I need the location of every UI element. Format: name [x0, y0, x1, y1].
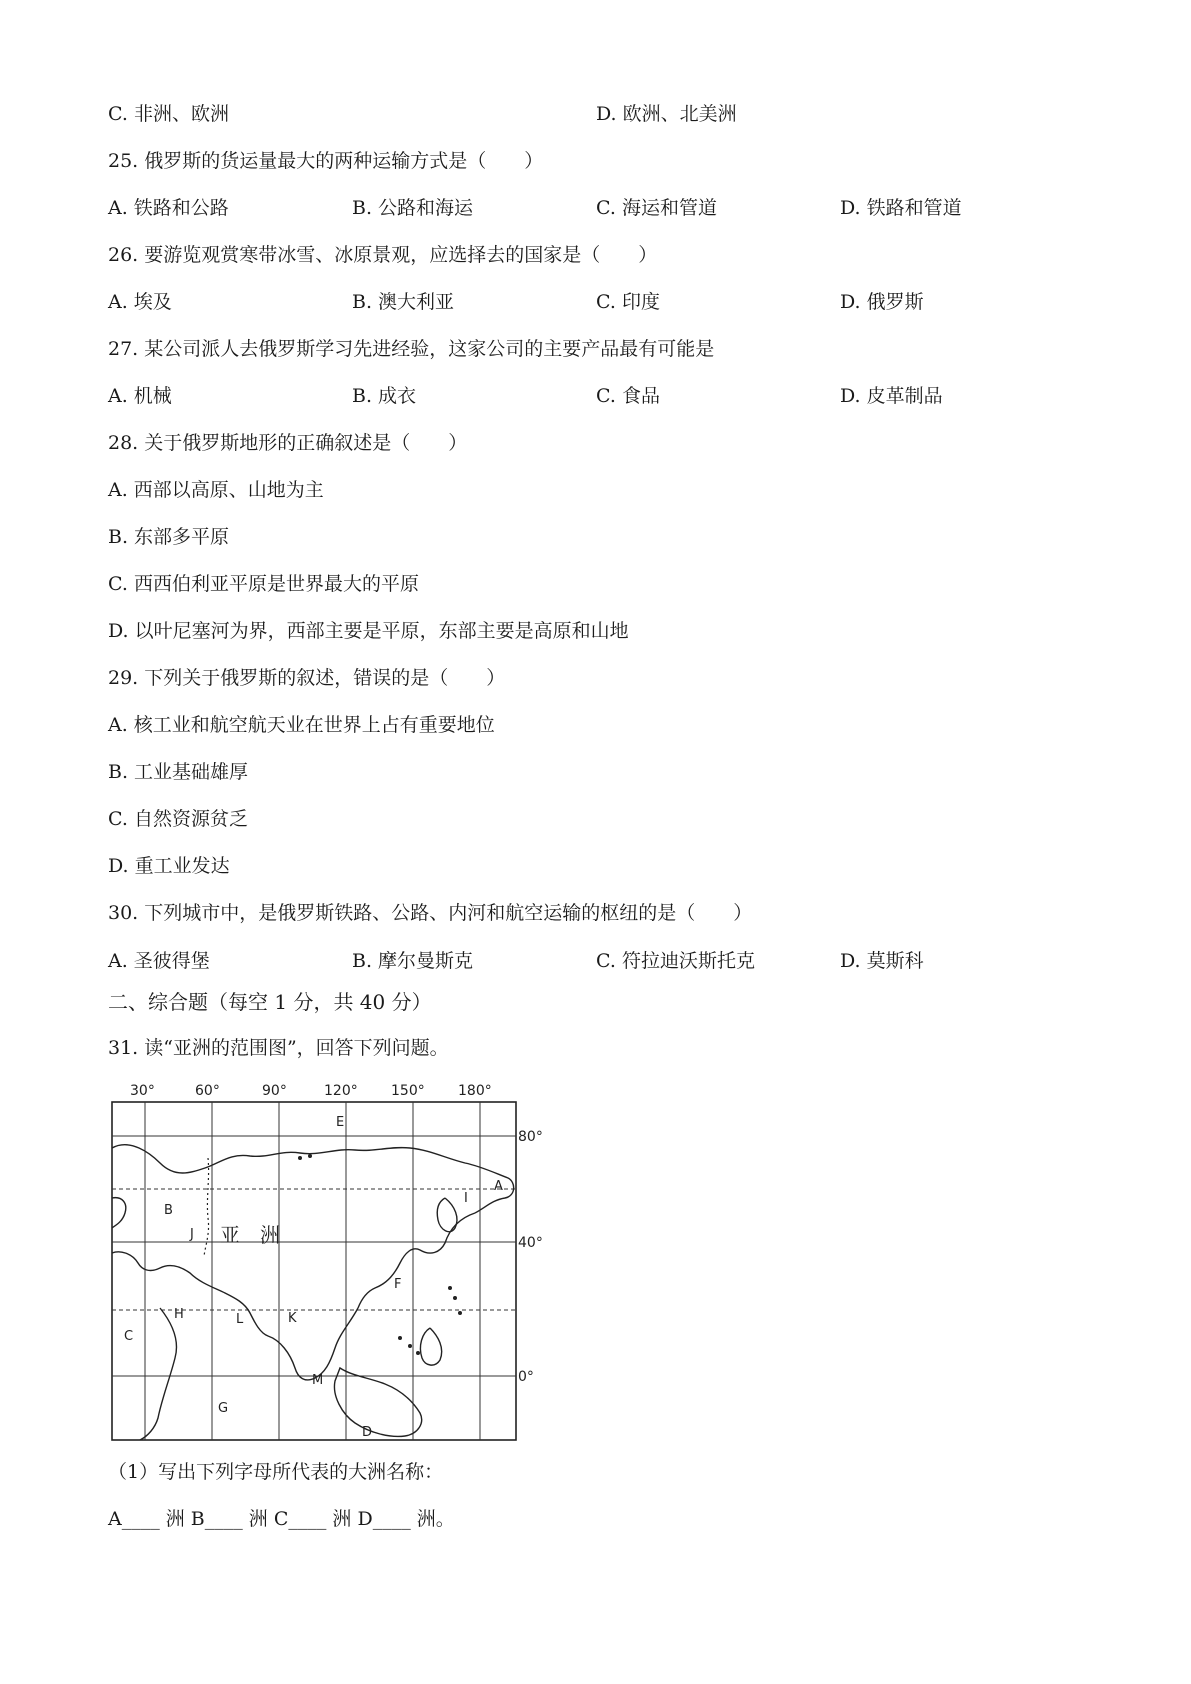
q27-stem: 27. 某公司派人去俄罗斯学习先进经验，这家公司的主要产品最有可能是 — [108, 338, 715, 360]
q25-option-b: B. 公路和海运 — [352, 197, 474, 219]
q27-option-c: C. 食品 — [596, 385, 660, 407]
q24-option-d: D. 欧洲、北美洲 — [596, 103, 737, 125]
region-letter-f: F — [394, 1277, 402, 1292]
q31-stem: 31. 读“亚洲的范围图”，回答下列问题。 — [108, 1037, 449, 1059]
lon-label-90: 90° — [262, 1083, 287, 1099]
q29-option-a: A. 核工业和航空航天业在世界上占有重要地位 — [108, 714, 495, 736]
lon-label-60: 60° — [195, 1083, 220, 1099]
q26-option-d: D. 俄罗斯 — [840, 291, 924, 313]
section-heading: 二、综合题（每空 1 分，共 40 分） — [108, 990, 432, 1014]
q30-option-d: D. 莫斯科 — [840, 950, 924, 972]
q28-stem: 28. 关于俄罗斯地形的正确叙述是（ ） — [108, 432, 468, 454]
lat-label-40: 40° — [518, 1235, 543, 1251]
region-letter-h: H — [174, 1307, 184, 1322]
region-letter-g: G — [218, 1401, 229, 1416]
region-letter-m: M — [312, 1373, 324, 1388]
q29-option-b: B. 工业基础雄厚 — [108, 761, 249, 783]
lon-label-30: 30° — [130, 1083, 155, 1099]
q30-option-b: B. 摩尔曼斯克 — [352, 950, 474, 972]
region-letter-i: I — [464, 1191, 468, 1206]
lon-label-150: 150° — [391, 1083, 425, 1099]
q26-option-b: B. 澳大利亚 — [352, 291, 455, 313]
q25-option-a: A. 铁路和公路 — [108, 197, 229, 219]
q27-option-a: A. 机械 — [108, 385, 172, 407]
q30-option-a: A. 圣彼得堡 — [108, 950, 210, 972]
map-title-asia: 亚 洲 — [220, 1223, 280, 1247]
ural-boundary — [204, 1158, 209, 1256]
q26-option-c: C. 印度 — [596, 291, 660, 313]
q28-option-b: B. 东部多平原 — [108, 526, 230, 548]
region-letter-a: A — [494, 1179, 503, 1194]
map-region-letters — [124, 1115, 503, 1440]
region-letter-b: B — [164, 1203, 173, 1218]
region-letter-k: K — [288, 1311, 297, 1326]
q31-sub1: （1）写出下列字母所代表的大洲名称： — [108, 1461, 444, 1483]
q26-option-a: A. 埃及 — [108, 291, 172, 313]
q30-option-c: C. 符拉迪沃斯托克 — [596, 950, 755, 972]
lat-label-80: 80° — [518, 1129, 543, 1145]
q29-stem: 29. 下列关于俄罗斯的叙述，错误的是（ ） — [108, 667, 506, 689]
asia-coastline — [112, 1145, 514, 1440]
lat-label-0: 0° — [518, 1369, 534, 1385]
q29-option-c: C. 自然资源贫乏 — [108, 808, 248, 830]
region-letter-d: D — [362, 1425, 373, 1440]
q30-stem: 30. 下列城市中，是俄罗斯铁路、公路、内河和航空运输的枢纽的是（ ） — [108, 902, 753, 924]
q26-stem: 26. 要游览观赏寒带冰雪、冰原景观，应选择去的国家是（ ） — [108, 244, 658, 266]
region-letter-j: J — [190, 1227, 194, 1242]
q27-option-d: D. 皮革制品 — [840, 385, 943, 407]
region-letter-l: L — [236, 1312, 244, 1327]
map-lon-labels — [130, 1083, 492, 1099]
q25-option-d: D. 铁路和管道 — [840, 197, 962, 219]
q29-option-d: D. 重工业发达 — [108, 855, 230, 877]
region-letter-c: C — [124, 1329, 134, 1344]
lon-label-120: 120° — [324, 1083, 358, 1099]
asia-map — [100, 1078, 543, 1448]
q28-option-a: A. 西部以高原、山地为主 — [108, 479, 324, 501]
map-island-dots — [298, 1154, 462, 1355]
q24-option-c: C. 非洲、欧洲 — [108, 103, 229, 125]
map-lat-labels — [518, 1129, 543, 1385]
q25-option-c: C. 海运和管道 — [596, 197, 717, 219]
q31-blanks: A____ 洲 B____ 洲 C____ 洲 D____ 洲。 — [108, 1508, 455, 1530]
q28-option-d: D. 以叶尼塞河为界，西部主要是平原，东部主要是高原和山地 — [108, 620, 629, 642]
lon-label-180: 180° — [458, 1083, 492, 1099]
q25-stem: 25. 俄罗斯的货运量最大的两种运输方式是（ ） — [108, 150, 544, 172]
q28-option-c: C. 西西伯利亚平原是世界最大的平原 — [108, 573, 419, 595]
region-letter-e: E — [336, 1115, 345, 1130]
q27-option-b: B. 成衣 — [352, 385, 417, 407]
